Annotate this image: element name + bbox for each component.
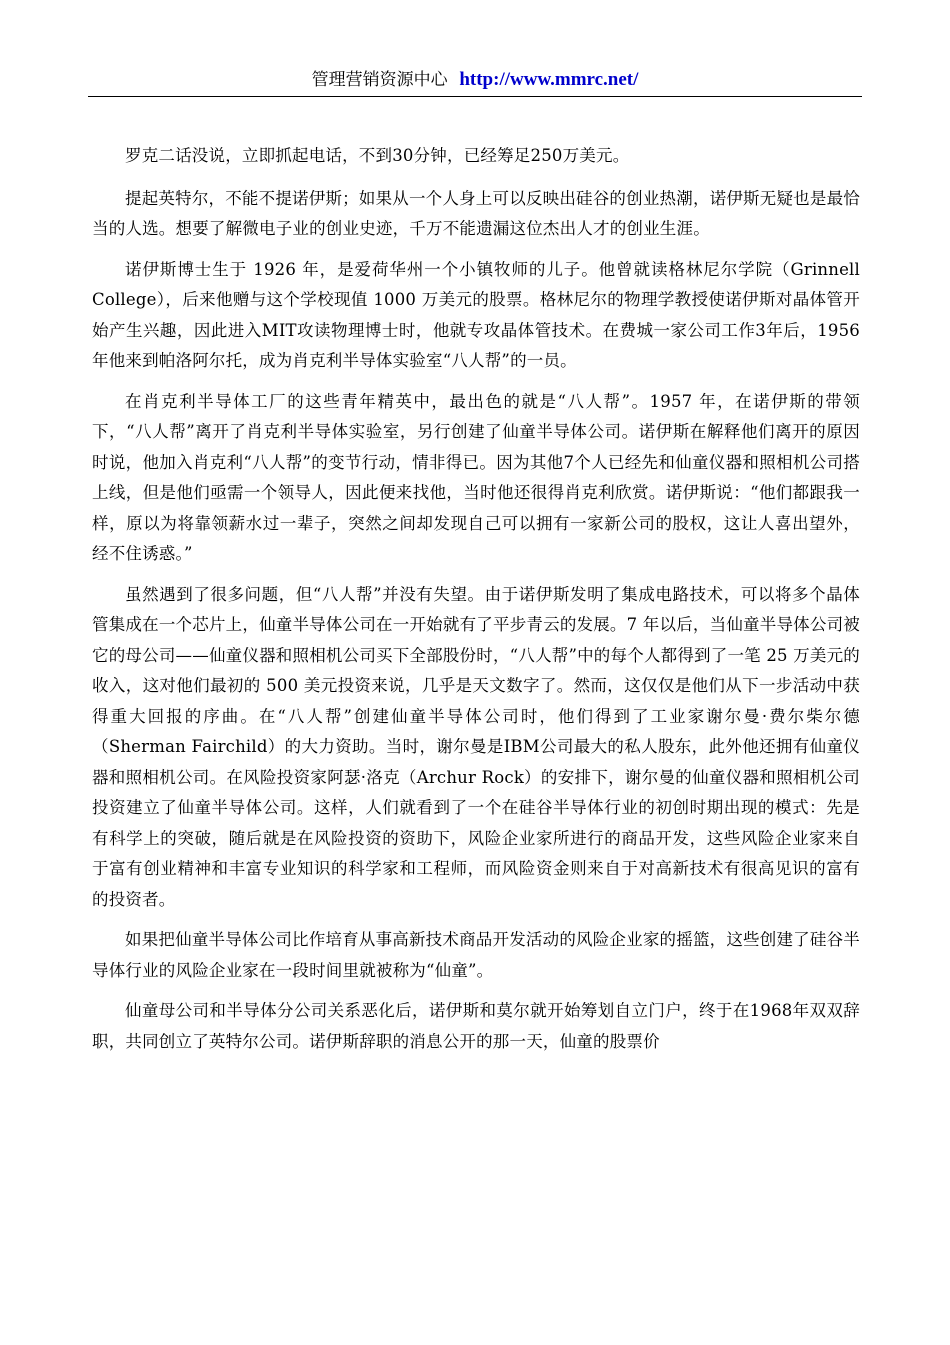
page-header — [88, 64, 862, 96]
header-divider — [88, 96, 862, 97]
paragraph: 仙童母公司和半导体分公司关系恶化后，诺伊斯和莫尔就开始筹划自立门户，终于在1968年双双辞职，共同创立了英特尔公司。诺伊斯辞职的消息公开的那一天，仙童的股票价 — [92, 1001, 860, 1051]
paragraph: 如果把仙童半导体公司比作培育从事高新技术商品开发活动的风险企业家的摇篮，这些创建了硅谷半导体行业的风险企业家在一段时间里就被称为“仙童”。 — [92, 930, 860, 980]
article-body — [92, 141, 860, 1067]
paragraph: 虽然遇到了很多问题，但“八人帮”并没有失望。由于诺伊斯发明了集成电路技术，可以将多个晶体管集成在一个芯片上，仙童半导体公司在一开始就有了平步青云的发展。7 年以后，当仙童半导体公司被它的母公司——仙童仪器和照相机公司买下全部股份时，“八人帮”中的每个人都得到了一笔 25 万美元的收入，这对他们最初的 500 美元投资来说，几乎是天文数字了。然而，这仅仅是他们从下一步活动中获得重大回报的序曲。在“八人帮”创建仙童半导体公司时，他们得到了工业家谢尔曼·费尔柴尔德（Sherman Fairchild）的大力资助。当时，谢尔曼是IBM公司最大的私人股东，此外他还拥有仙童仪器和照相机公司。在风险投资家阿瑟·洛克（Archur Rock）的安排下，谢尔曼的仙童仪器和照相机公司投资建立了仙童半导体公司。这样，人们就看到了一个在硅谷半导体行业的初创时期出现的模式：先是有科学上的突破，随后就是在风险投资的资助下，风险企业家所进行的商品开发，这些风险企业家来自于富有创业精神和丰富专业知识的科学家和工程师，而风险资金则来自于对高新技术有很高见识的富有的投资者。 — [92, 584, 860, 909]
site-url-link[interactable]: http://www.mmrc.net/ — [459, 69, 639, 90]
paragraph: 诺伊斯博士生于 1926 年，是爱荷华州一个小镇牧师的儿子。他曾就读格林尼尔学院（Grinnell College），后来他赠与这个学校现值 1000 万美元的股票。格林尼尔的物理学教授使诺伊斯对晶体管开始产生兴趣，因此进入MIT攻读物理博士时，他就专攻晶体管技术。在费城一家公司工作3年后，1956年他来到帕洛阿尔托，成为肖克利半导体实验室“八人帮”的一员。 — [92, 259, 860, 370]
paragraph: 罗克二话没说，立即抓起电话，不到30分钟，已经筹足250万美元。 — [125, 146, 630, 165]
site-name: 管理营销资源中心 — [311, 70, 448, 90]
paragraph: 在肖克利半导体工厂的这些青年精英中，最出色的就是“八人帮”。1957 年，在诺伊斯的带领下，“八人帮”离开了肖克利半导体实验室，另行创建了仙童半导体公司。诺伊斯在解释他们离开的原因时说，他加入肖克利“八人帮”的变节行动，情非得已。因为其他7个人已经先和仙童仪器和照相机公司搭上线，但是他们亟需一个领导人，因此便来找他，当时他还很得肖克利欣赏。诺伊斯说：“他们都跟我一样，原以为将靠领薪水过一辈子，突然之间却发现自己可以拥有一家新公司的股权，这让人喜出望外，经不住诱惑。” — [92, 391, 860, 563]
paragraph: 提起英特尔，不能不提诺伊斯；如果从一个人身上可以反映出硅谷的创业热潮，诺伊斯无疑也是最恰当的人选。想要了解微电子业的创业史迹，千万不能遗漏这位杰出人才的创业生涯。 — [92, 188, 860, 238]
